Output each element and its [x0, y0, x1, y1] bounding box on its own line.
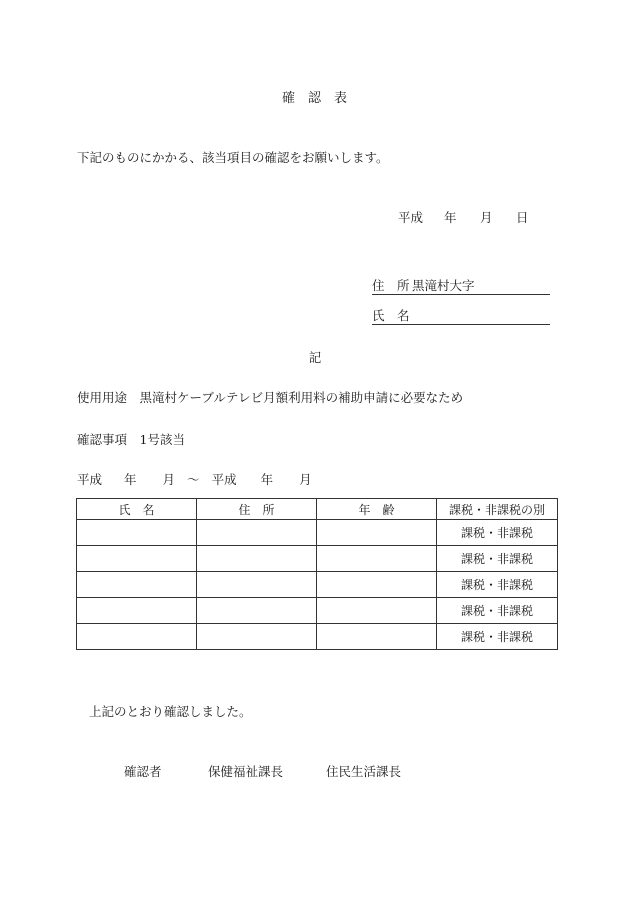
signer-dept-residents: 住民生活課長 [326, 764, 402, 779]
cell-age[interactable] [317, 546, 437, 572]
title-char: 確 [281, 91, 296, 106]
confirmed-text: 上記のとおり確認しました。 [89, 704, 252, 719]
cell-name[interactable] [77, 546, 197, 572]
confirmation-table [76, 498, 558, 650]
cell-address[interactable] [197, 520, 317, 546]
table-row [77, 624, 558, 650]
date-line [398, 208, 529, 226]
date-day: 日 [516, 210, 529, 225]
cell-age[interactable] [317, 624, 437, 650]
table-row [77, 572, 558, 598]
signer-dept-health-welfare: 保健福祉課長 [208, 764, 284, 779]
period-month-start: 月 [162, 472, 176, 487]
table-row [77, 546, 558, 572]
signer-label: 確認者 [124, 764, 162, 779]
date-month: 月 [480, 210, 493, 225]
period-tilde: 〜 [187, 472, 200, 487]
date-year: 年 [444, 210, 457, 225]
cell-tax-status[interactable]: 課税・非課税 [437, 572, 558, 598]
cell-age[interactable] [317, 572, 437, 598]
cell-tax-status[interactable]: 課税・非課税 [437, 520, 558, 546]
request-text: 下記のものにかかる、該当項目の確認をお願いします。 [77, 150, 389, 165]
cell-name[interactable] [77, 624, 197, 650]
address-label: 住 所 [372, 278, 410, 293]
period-year-start: 年 [124, 472, 137, 487]
header-tax-status: 課税・非課税の別 [437, 499, 558, 520]
cell-tax-status[interactable]: 課税・非課税 [437, 624, 558, 650]
purpose-text: 使用用途 黒滝村ケーブルテレビ月額利用料の補助申請に必要なため [77, 390, 464, 405]
date-era: 平成 [398, 210, 424, 225]
title-char: 表 [334, 91, 349, 106]
cell-address[interactable] [197, 624, 317, 650]
period-month-end: 月 [299, 472, 312, 487]
header-name: 氏 名 [77, 499, 197, 520]
cell-tax-status[interactable]: 課税・非課税 [437, 598, 558, 624]
cell-address[interactable] [197, 546, 317, 572]
signers-line [124, 762, 401, 780]
period-year-end: 年 [260, 472, 274, 487]
table-row [77, 598, 558, 624]
document-title [0, 87, 630, 106]
title-char: 認 [307, 91, 322, 106]
period-era-end: 平成 [211, 472, 237, 487]
period-line [77, 470, 312, 488]
address-value: 黒滝村大字 [412, 278, 475, 293]
period-era-start: 平成 [77, 472, 103, 487]
address-field[interactable] [372, 276, 550, 295]
ki-heading: 記 [308, 350, 322, 365]
check-item-text: 確認事項 1号該当 [77, 432, 185, 447]
table-header-row [77, 499, 558, 520]
name-field[interactable] [372, 306, 550, 325]
header-address: 住 所 [197, 499, 317, 520]
name-label: 氏 名 [372, 308, 410, 323]
cell-age[interactable] [317, 520, 437, 546]
cell-name[interactable] [77, 520, 197, 546]
cell-tax-status[interactable]: 課税・非課税 [437, 546, 558, 572]
table-row [77, 520, 558, 546]
cell-address[interactable] [197, 598, 317, 624]
cell-name[interactable] [77, 598, 197, 624]
cell-age[interactable] [317, 598, 437, 624]
cell-name[interactable] [77, 572, 197, 598]
header-age: 年 齢 [317, 499, 437, 520]
cell-address[interactable] [197, 572, 317, 598]
